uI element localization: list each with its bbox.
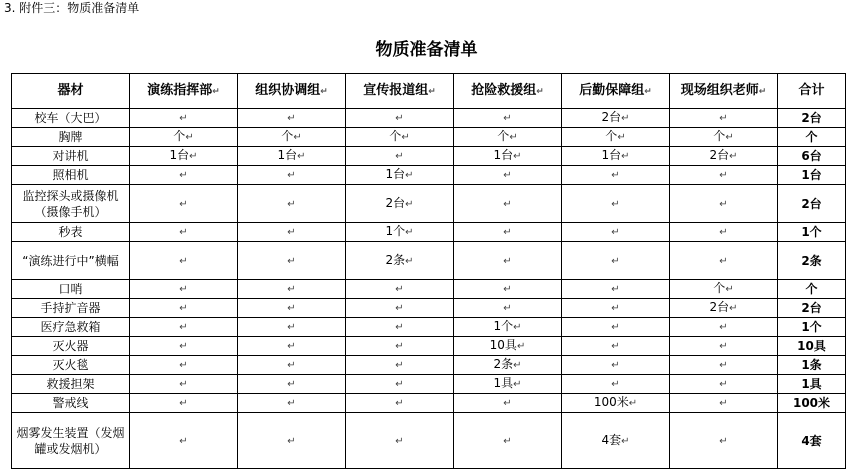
quantity-cell xyxy=(130,242,238,280)
paragraph-mark-icon: ↵ xyxy=(611,227,620,238)
quantity-cell xyxy=(454,109,562,128)
paragraph-mark-icon: ↵ xyxy=(621,151,630,162)
quantity-cell xyxy=(130,280,238,299)
quantity-cell xyxy=(346,147,454,166)
cell-value: 2台 xyxy=(801,111,822,125)
quantity-cell xyxy=(562,185,670,223)
paragraph-mark-icon: ↵ xyxy=(719,379,728,390)
quantity-cell xyxy=(346,166,454,185)
quantity-cell xyxy=(346,223,454,242)
cell-value: 1台 xyxy=(601,148,622,162)
table-row xyxy=(12,299,846,318)
paragraph-mark-icon: ↵ xyxy=(395,398,404,409)
paragraph-mark-icon: ↵ xyxy=(719,341,728,352)
paragraph-mark-icon: ↵ xyxy=(405,227,414,238)
paragraph-mark-icon: ↵ xyxy=(503,255,512,267)
quantity-cell xyxy=(130,394,238,413)
item-name-cell: “演练进行中”横幅 xyxy=(12,242,130,280)
item-name-cell: 灭火毯 xyxy=(12,356,130,375)
quantity-cell xyxy=(130,147,238,166)
cell-value: 2台 xyxy=(385,195,406,210)
column-header-label: 抢险救援组 xyxy=(471,82,537,98)
paragraph-mark-icon: ↵ xyxy=(179,379,188,390)
item-name-cell: 救援担架 xyxy=(12,375,130,394)
paragraph-mark-icon: ↵ xyxy=(179,198,188,210)
quantity-cell xyxy=(238,280,346,299)
paragraph-mark-icon: ↵ xyxy=(287,255,296,267)
section-heading: 3. 附件三：物质准备清单 xyxy=(4,1,140,15)
item-name-cell: 烟雾发生装置（发烟罐或发烟机） xyxy=(12,413,130,469)
quantity-cell xyxy=(562,128,670,147)
page-title: 物质准备清单 xyxy=(375,40,478,60)
cell-value: 1台 xyxy=(801,168,822,182)
quantity-cell xyxy=(562,413,670,469)
paragraph-mark-icon: ↵ xyxy=(719,255,728,267)
paragraph-mark-icon: ↵ xyxy=(644,86,652,97)
paragraph-mark-icon: ↵ xyxy=(287,113,296,124)
column-header xyxy=(778,74,846,109)
quantity-cell xyxy=(670,299,778,318)
paragraph-mark-icon: ↵ xyxy=(503,170,512,181)
table-row xyxy=(12,185,846,223)
column-header-label: 演练指挥部 xyxy=(147,82,213,98)
table-row xyxy=(12,166,846,185)
table-row xyxy=(12,318,846,337)
quantity-cell xyxy=(454,128,562,147)
quantity-cell xyxy=(130,375,238,394)
paragraph-mark-icon: ↵ xyxy=(179,284,188,295)
paragraph-mark-icon: ↵ xyxy=(719,360,728,371)
table-row xyxy=(12,109,846,128)
column-header-label: 器材 xyxy=(57,83,84,98)
quantity-cell xyxy=(238,128,346,147)
paragraph-mark-icon: ↵ xyxy=(513,151,522,162)
table-row xyxy=(12,394,846,413)
paragraph-mark-icon: ↵ xyxy=(719,170,728,181)
quantity-cell xyxy=(670,394,778,413)
paragraph-mark-icon: ↵ xyxy=(189,151,198,162)
quantity-cell xyxy=(454,242,562,280)
total-cell xyxy=(778,242,846,280)
total-cell xyxy=(778,394,846,413)
cell-value: 2条 xyxy=(801,253,822,268)
cell-value: 2条 xyxy=(385,252,406,267)
quantity-cell xyxy=(130,413,238,469)
cell-value: 2条 xyxy=(493,357,514,371)
paragraph-mark-icon: ↵ xyxy=(719,198,728,210)
column-header-label: 合计 xyxy=(798,83,825,98)
quantity-cell xyxy=(454,337,562,356)
quantity-cell xyxy=(670,356,778,375)
paragraph-mark-icon: ↵ xyxy=(179,360,188,371)
quantity-cell xyxy=(346,185,454,223)
cell-value: 个 xyxy=(281,129,294,143)
paragraph-mark-icon: ↵ xyxy=(179,341,188,352)
paragraph-mark-icon: ↵ xyxy=(287,341,296,352)
quantity-cell xyxy=(238,337,346,356)
quantity-cell xyxy=(130,356,238,375)
paragraph-mark-icon: ↵ xyxy=(395,341,404,352)
paragraph-mark-icon: ↵ xyxy=(503,284,512,295)
cell-value: 1具 xyxy=(801,377,822,391)
paragraph-mark-icon: ↵ xyxy=(287,398,296,409)
table-row xyxy=(12,280,846,299)
quantity-cell xyxy=(130,299,238,318)
quantity-cell xyxy=(130,337,238,356)
quantity-cell xyxy=(238,413,346,469)
paragraph-mark-icon: ↵ xyxy=(725,132,734,143)
quantity-cell xyxy=(238,299,346,318)
quantity-cell xyxy=(454,318,562,337)
quantity-cell xyxy=(562,223,670,242)
quantity-cell xyxy=(670,185,778,223)
paragraph-mark-icon: ↵ xyxy=(428,86,436,97)
item-name-cell: 医疗急救箱 xyxy=(12,318,130,337)
paragraph-mark-icon: ↵ xyxy=(293,132,302,143)
quantity-cell xyxy=(562,299,670,318)
quantity-cell xyxy=(670,223,778,242)
paragraph-mark-icon: ↵ xyxy=(611,360,620,371)
cell-value: 1具 xyxy=(493,376,514,390)
column-header xyxy=(346,74,454,109)
total-cell xyxy=(778,318,846,337)
paragraph-mark-icon: ↵ xyxy=(401,132,410,143)
paragraph-mark-icon: ↵ xyxy=(503,398,512,409)
quantity-cell xyxy=(130,223,238,242)
cell-value: 个 xyxy=(173,129,186,143)
paragraph-mark-icon: ↵ xyxy=(503,227,512,238)
quantity-cell xyxy=(454,147,562,166)
paragraph-mark-icon: ↵ xyxy=(516,341,526,352)
column-header-label: 宣传报道组 xyxy=(363,82,429,98)
quantity-cell xyxy=(562,318,670,337)
cell-value: 6台 xyxy=(801,149,822,163)
quantity-cell xyxy=(562,356,670,375)
table-header-row xyxy=(12,74,846,109)
quantity-cell xyxy=(346,128,454,147)
quantity-cell xyxy=(346,109,454,128)
cell-value: 个 xyxy=(497,129,510,143)
table-row xyxy=(12,147,846,166)
cell-value: 100米 xyxy=(593,395,629,409)
paragraph-mark-icon: ↵ xyxy=(179,227,188,238)
total-cell xyxy=(778,375,846,394)
item-name-cell: 监控探头或摄像机（摄像手机） xyxy=(12,185,130,223)
paragraph-mark-icon: ↵ xyxy=(179,170,188,181)
cell-value: 1个 xyxy=(385,224,406,238)
cell-value: 1个 xyxy=(493,319,514,333)
paragraph-mark-icon: ↵ xyxy=(611,255,620,267)
item-name-cell: 照相机 xyxy=(12,166,130,185)
cell-value: 2台 xyxy=(601,110,622,124)
cell-value: 个 xyxy=(805,282,818,296)
quantity-cell xyxy=(454,356,562,375)
quantity-cell xyxy=(346,337,454,356)
paragraph-mark-icon: ↵ xyxy=(179,435,188,447)
paragraph-mark-icon: ↵ xyxy=(287,379,296,390)
table-row xyxy=(12,375,846,394)
paragraph-mark-icon: ↵ xyxy=(179,303,188,314)
quantity-cell xyxy=(238,318,346,337)
quantity-cell xyxy=(454,280,562,299)
paragraph-mark-icon: ↵ xyxy=(513,360,522,371)
quantity-cell xyxy=(130,128,238,147)
column-header-label: 现场组织老师 xyxy=(680,82,759,98)
paragraph-mark-icon: ↵ xyxy=(611,170,620,181)
quantity-cell xyxy=(670,337,778,356)
cell-value: 1台 xyxy=(169,148,190,162)
quantity-cell xyxy=(562,166,670,185)
quantity-cell xyxy=(238,356,346,375)
quantity-cell xyxy=(670,280,778,299)
item-name-cell: 口哨 xyxy=(12,280,130,299)
cell-value: 1台 xyxy=(493,148,514,162)
quantity-cell xyxy=(130,109,238,128)
column-header xyxy=(238,74,346,109)
paragraph-mark-icon: ↵ xyxy=(617,132,626,143)
paragraph-mark-icon: ↵ xyxy=(503,303,512,314)
item-name-cell: 秒表 xyxy=(12,223,130,242)
column-header xyxy=(12,74,130,109)
quantity-cell xyxy=(238,242,346,280)
quantity-cell xyxy=(238,375,346,394)
paragraph-mark-icon: ↵ xyxy=(179,113,188,124)
quantity-cell xyxy=(346,394,454,413)
cell-value: 100米 xyxy=(792,396,831,410)
paragraph-mark-icon: ↵ xyxy=(320,86,328,97)
item-name-cell: 校车（大巴） xyxy=(12,109,130,128)
paragraph-mark-icon: ↵ xyxy=(287,227,296,238)
column-header-label: 后勤保障组 xyxy=(579,82,645,98)
quantity-cell xyxy=(454,299,562,318)
paragraph-mark-icon: ↵ xyxy=(719,113,728,124)
table-row xyxy=(12,337,846,356)
paragraph-mark-icon: ↵ xyxy=(395,379,404,390)
total-cell xyxy=(778,280,846,299)
paragraph-mark-icon: ↵ xyxy=(395,151,404,162)
column-header xyxy=(454,74,562,109)
quantity-cell xyxy=(670,109,778,128)
paragraph-mark-icon: ↵ xyxy=(405,170,414,181)
quantity-cell xyxy=(562,280,670,299)
paragraph-mark-icon: ↵ xyxy=(628,398,638,409)
cell-value: 个 xyxy=(605,129,618,143)
supply-table xyxy=(11,73,846,469)
paragraph-mark-icon: ↵ xyxy=(287,198,296,210)
quantity-cell xyxy=(670,375,778,394)
column-header-label: 组织协调组 xyxy=(255,82,321,98)
paragraph-mark-icon: ↵ xyxy=(287,360,296,371)
quantity-cell xyxy=(346,318,454,337)
total-cell xyxy=(778,299,846,318)
table-row xyxy=(12,356,846,375)
quantity-cell xyxy=(562,394,670,413)
cell-value: 1个 xyxy=(801,225,822,239)
paragraph-mark-icon: ↵ xyxy=(212,86,220,97)
quantity-cell xyxy=(346,375,454,394)
quantity-cell xyxy=(346,413,454,469)
total-cell xyxy=(778,337,846,356)
column-header xyxy=(562,74,670,109)
table-row xyxy=(12,242,846,280)
total-cell xyxy=(778,109,846,128)
paragraph-mark-icon: ↵ xyxy=(179,322,188,333)
item-name-cell: 胸牌 xyxy=(12,128,130,147)
total-cell xyxy=(778,128,846,147)
quantity-cell xyxy=(670,318,778,337)
cell-value: 1条 xyxy=(801,358,822,372)
quantity-cell xyxy=(562,337,670,356)
quantity-cell xyxy=(238,109,346,128)
paragraph-mark-icon: ↵ xyxy=(395,284,404,295)
quantity-cell xyxy=(562,147,670,166)
quantity-cell xyxy=(562,242,670,280)
quantity-cell xyxy=(562,109,670,128)
cell-value: 1个 xyxy=(801,320,822,334)
quantity-cell xyxy=(238,223,346,242)
paragraph-mark-icon: ↵ xyxy=(179,398,188,409)
total-cell xyxy=(778,147,846,166)
quantity-cell xyxy=(670,128,778,147)
cell-value: 4套 xyxy=(801,433,822,448)
quantity-cell xyxy=(454,223,562,242)
column-header xyxy=(670,74,778,109)
cell-value: 2台 xyxy=(801,196,822,211)
paragraph-mark-icon: ↵ xyxy=(395,435,404,447)
cell-value: 4套 xyxy=(601,432,622,447)
quantity-cell xyxy=(454,185,562,223)
quantity-cell xyxy=(454,394,562,413)
paragraph-mark-icon: ↵ xyxy=(395,113,404,124)
cell-value: 个 xyxy=(805,130,818,144)
paragraph-mark-icon: ↵ xyxy=(503,435,512,447)
quantity-cell xyxy=(670,166,778,185)
paragraph-mark-icon: ↵ xyxy=(405,255,414,267)
paragraph-mark-icon: ↵ xyxy=(287,284,296,295)
paragraph-mark-icon: ↵ xyxy=(719,227,728,238)
paragraph-mark-icon: ↵ xyxy=(729,151,738,162)
quantity-cell xyxy=(238,185,346,223)
quantity-cell xyxy=(670,413,778,469)
cell-value: 个 xyxy=(389,129,402,143)
paragraph-mark-icon: ↵ xyxy=(513,322,522,333)
paragraph-mark-icon: ↵ xyxy=(725,284,734,295)
paragraph-mark-icon: ↵ xyxy=(513,379,522,390)
total-cell xyxy=(778,356,846,375)
paragraph-mark-icon: ↵ xyxy=(395,322,404,333)
cell-value: 2台 xyxy=(709,148,730,162)
cell-value: 2台 xyxy=(801,301,822,315)
paragraph-mark-icon: ↵ xyxy=(719,435,728,447)
paragraph-mark-icon: ↵ xyxy=(611,341,620,352)
quantity-cell xyxy=(130,318,238,337)
paragraph-mark-icon: ↵ xyxy=(395,303,404,314)
paragraph-mark-icon: ↵ xyxy=(611,303,620,314)
quantity-cell xyxy=(130,185,238,223)
quantity-cell xyxy=(670,147,778,166)
paragraph-mark-icon: ↵ xyxy=(611,322,620,333)
item-name-cell: 灭火器 xyxy=(12,337,130,356)
total-cell xyxy=(778,223,846,242)
paragraph-mark-icon: ↵ xyxy=(758,86,767,97)
quantity-cell xyxy=(130,166,238,185)
paragraph-mark-icon: ↵ xyxy=(611,379,620,390)
table-row xyxy=(12,223,846,242)
paragraph-mark-icon: ↵ xyxy=(509,132,518,143)
paragraph-mark-icon: ↵ xyxy=(536,86,544,97)
paragraph-mark-icon: ↵ xyxy=(395,360,404,371)
quantity-cell xyxy=(562,375,670,394)
paragraph-mark-icon: ↵ xyxy=(287,303,296,314)
cell-value: 个 xyxy=(713,281,726,295)
cell-value: 1台 xyxy=(277,148,298,162)
item-name-cell: 手持扩音器 xyxy=(12,299,130,318)
total-cell xyxy=(778,413,846,469)
quantity-cell xyxy=(346,299,454,318)
quantity-cell xyxy=(238,147,346,166)
item-name-cell: 警戒线 xyxy=(12,394,130,413)
cell-value: 1台 xyxy=(385,167,406,181)
quantity-cell xyxy=(454,413,562,469)
paragraph-mark-icon: ↵ xyxy=(611,284,620,295)
paragraph-mark-icon: ↵ xyxy=(503,198,512,210)
quantity-cell xyxy=(670,242,778,280)
quantity-cell xyxy=(454,166,562,185)
item-name-cell: 对讲机 xyxy=(12,147,130,166)
paragraph-mark-icon: ↵ xyxy=(719,322,728,333)
paragraph-mark-icon: ↵ xyxy=(287,170,296,181)
cell-value: 10具 xyxy=(797,339,826,353)
paragraph-mark-icon: ↵ xyxy=(179,255,188,267)
paragraph-mark-icon: ↵ xyxy=(297,151,306,162)
paragraph-mark-icon: ↵ xyxy=(719,398,728,409)
quantity-cell xyxy=(454,375,562,394)
paragraph-mark-icon: ↵ xyxy=(503,113,512,124)
quantity-cell xyxy=(238,166,346,185)
cell-value: 个 xyxy=(713,129,726,143)
paragraph-mark-icon: ↵ xyxy=(621,435,630,447)
column-header xyxy=(130,74,238,109)
cell-value: 2台 xyxy=(709,300,730,314)
paragraph-mark-icon: ↵ xyxy=(729,303,738,314)
quantity-cell xyxy=(346,280,454,299)
quantity-cell xyxy=(346,356,454,375)
paragraph-mark-icon: ↵ xyxy=(185,132,194,143)
total-cell xyxy=(778,166,846,185)
paragraph-mark-icon: ↵ xyxy=(287,322,296,333)
paragraph-mark-icon: ↵ xyxy=(611,198,620,210)
quantity-cell xyxy=(346,242,454,280)
cell-value: 10具 xyxy=(489,338,517,352)
paragraph-mark-icon: ↵ xyxy=(621,113,630,124)
table-row xyxy=(12,128,846,147)
paragraph-mark-icon: ↵ xyxy=(405,198,414,210)
quantity-cell xyxy=(238,394,346,413)
total-cell xyxy=(778,185,846,223)
paragraph-mark-icon: ↵ xyxy=(287,435,296,447)
table-row xyxy=(12,413,846,469)
